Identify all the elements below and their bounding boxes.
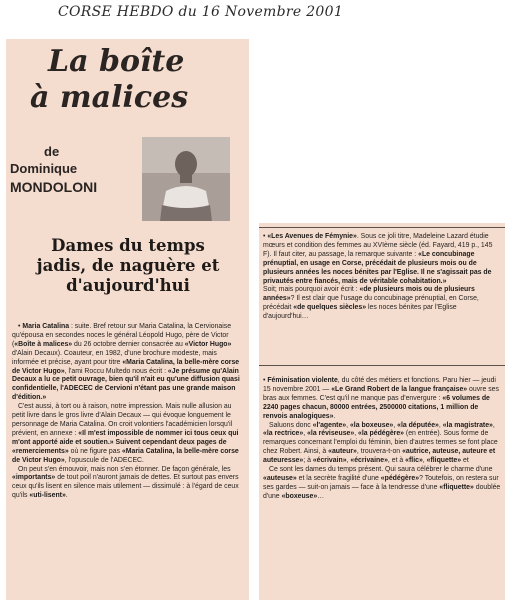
right-paragraph-2: Soit; mais pourquoi avoir écrit : «de plusieurs mois ou de plusieurs années»? Il est clair que l'usage du concubinage prénuptial, en Corse, précédait «de quelques siècles» les noces bénites par l'Eglise d'aujourd'hui… <box>263 286 479 321</box>
article-right-body-1 <box>263 233 501 322</box>
section-divider <box>259 365 505 366</box>
author-first-name: Dominique <box>10 161 78 176</box>
left-paragraph-2: C'est aussi, à tort ou à raison, notre impression. Mais nulle allusion au petit livre dans le gros livre d'Alain Decaux — qui évoque longuement le personnage de Maria Catalina. On croit volontiers l'académicien lorsqu'il prévient, en annexe : «Il m'est impossible de nommer ici tous ceux qui m'ont apporté aide et soutien.» Suivent cependant deux pages de «remerciements» où ne figure pas «Maria Catalina, la belle-mère corse de Victor Hugo», l'opuscule de l'ADECEC. <box>12 403 239 464</box>
column-title-line-2: à malices <box>30 80 189 115</box>
left-column-background <box>6 39 249 600</box>
left-paragraph-3: On peut s'en émouvoir, mais non s'en étonner. De façon générale, les «importants» de tout poil n'auront jamais de dettes. Et surtout pas envers ceux qu'ils lisent en silence mais utilement — dissimulé : à l'égard de ceux qu'ils «uti-lisent». <box>12 465 239 500</box>
author-photo <box>142 137 230 221</box>
left-paragraph-1: • Maria Catalina : suite. Bref retour sur Maria Catalina, la Cervionaise qu'épousa en secondes noces le général Léopold Hugo, père de Victor («Boîte à malices» du 26 octobre dernier consacrée au «Victor Hugo» d'Alain Decaux). Coauteur, en 1982, d'une brochure modeste, mais informée et précise, ayant pour titre «Maria Catalina, la belle-mère corse de Victor Hugo», l'ami Roccu Multedo nous écrit : «Je présume qu'Alain Decaux a lu ce petit ouvrage, bien qu'il n'ait eu qu'une diffusion quasi confidentielle, l'ADECEC de Cervioni n'étant pas une grande maison d'édition.» <box>12 323 240 402</box>
article-headline: Dames du temps jadis, de naguère et d'aujourd'hui <box>36 236 220 295</box>
column-title-line-1: La boîte <box>48 44 185 79</box>
section-divider <box>259 227 505 228</box>
author-prefix: de <box>44 144 60 159</box>
handwritten-source-note: CORSE HEBDO du 16 Novembre 2001 <box>58 4 344 20</box>
right-paragraph-5: Ce sont les dames du temps présent. Qui saura célébrer le charme d'une «auteuse» et la secrète fragilité d'une «pédégère»? Toutefois, on restera sur ses gardes — suit-on jamais — face à la tendresse d'une «fliquette» doublée d'une «boxeuse»… <box>263 466 501 500</box>
right-paragraph-3: • Féminisation violente, du côté des métiers et fonctions. Paru hier — jeudi 15 novembre 2001 — «Le Grand Robert de la langue française» ouvre ses bras aux femmes. C'est qu'il ne manque pas d'envergure : «6 volumes de 2240 pages chacun, 80000 entrées, 2500000 citations, 1 million de renvois analogiques». <box>263 377 499 420</box>
right-paragraph-1: • «Les Avenues de Fémynie». Sous ce joli titre, Madeleine Lazard étudie mœurs et condition des femmes au XVIème siècle (éd. Fayard, 419 p., 145 F). Il faut citer, au passage, la remarque suivante : «Le concubinage prénuptial, en usage en Corse, précédait de plusieurs mois ou de plusieurs années les noces bénites par l'Eglise. Il ne s'agissait pas de privautés entre fiancés, mais de véritable cohabitation.» <box>263 233 493 285</box>
author-last-name: MONDOLONI <box>10 179 98 195</box>
article-left-body <box>12 323 242 501</box>
right-paragraph-4: Saluons donc «l'agente», «la boxeuse», «la députée», «la magistrate», «la rectrice», «la réviseuse», «la pédégère» (en entrée). Sous forme de remarques concernant l'emploi du féminin, bien d'autres termes se font place chez Robert. Ainsi, à «auteur», trouvera-t-on «autrice, auteuse, auteure et auteuresse»; à «écrivain», «écrivaine», et à «flic», «fliquette» et <box>263 421 498 465</box>
article-right-body-2 <box>263 377 501 502</box>
